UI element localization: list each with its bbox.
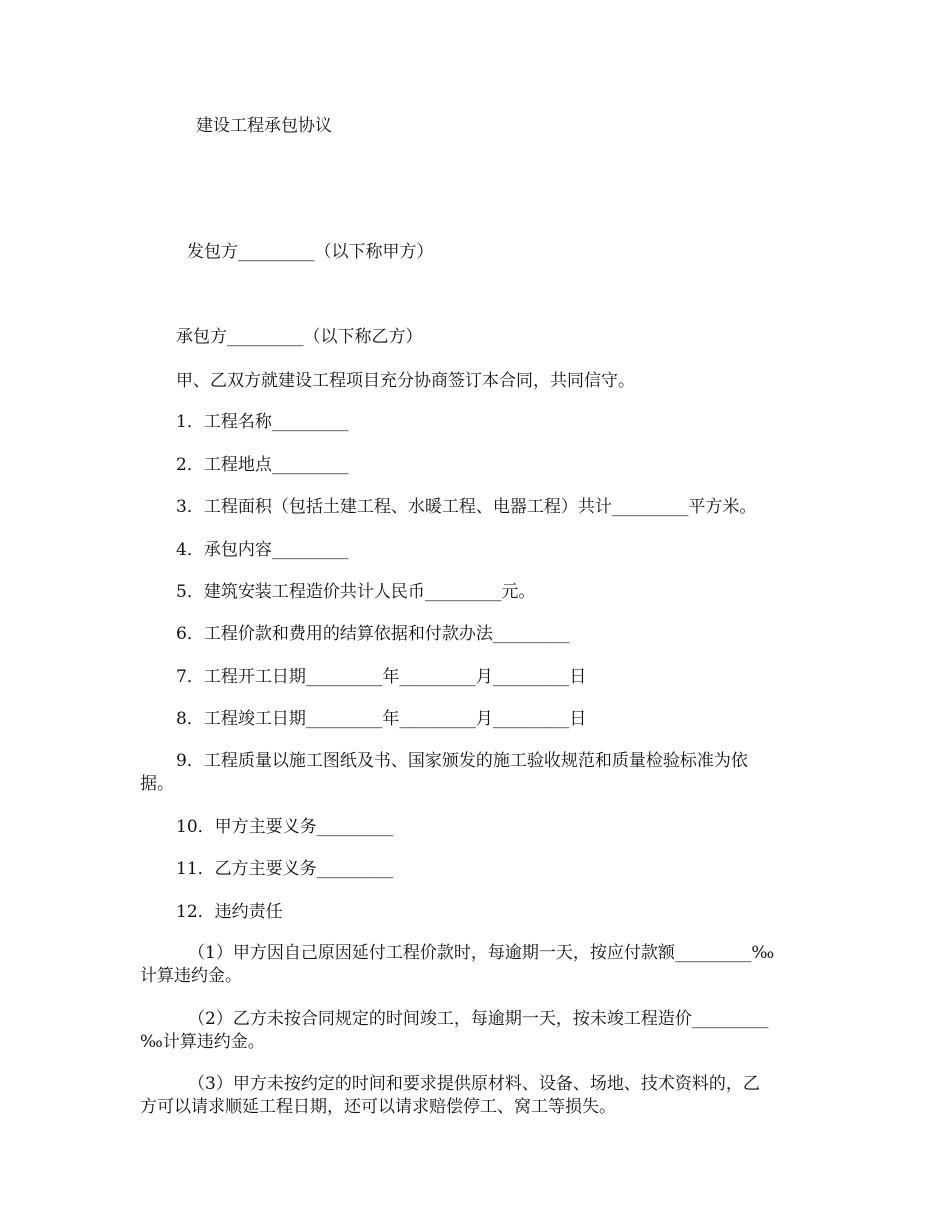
party-chengbao: 承包方_________（以下称乙方）: [176, 327, 423, 347]
clause-12: 12．违约责任: [176, 902, 283, 922]
party-fabao: 发包方_________（以下称甲方）: [187, 242, 434, 262]
clause-9-line-1: 9．工程质量以施工图纸及书、国家颁发的施工验收规范和质量检验标准为依: [176, 751, 748, 771]
penalty-3-line-2: 方可以请求顺延工程日期，还可以请求赔偿停工、窝工等损失。: [140, 1097, 616, 1117]
clause-5: 5．建筑安装工程造价共计人民币_________元。: [176, 582, 536, 602]
clause-7: 7．工程开工日期_________年_________月_________日: [176, 667, 587, 687]
penalty-3-line-1: （3）甲方未按约定的时间和要求提供原材料、设备、场地、技术资料的，乙: [188, 1074, 760, 1094]
penalty-1-line-2: 计算违约金。: [140, 966, 242, 986]
clause-1: 1．工程名称_________: [176, 412, 349, 432]
penalty-2-line-1: （2）乙方未按合同规定的时间竣工，每逾期一天，按未竣工程造价_________: [188, 1009, 769, 1029]
clause-3: 3．工程面积（包括土建工程、水暖工程、电器工程）共计_________平方米。: [176, 497, 757, 517]
document-title: 建设工程承包协议: [196, 116, 332, 136]
clause-10: 10．甲方主要义务_________: [176, 817, 394, 837]
clause-11: 11．乙方主要义务_________: [176, 859, 394, 879]
intro-paragraph: 甲、乙双方就建设工程项目充分协商签订本合同，共同信守。: [176, 371, 635, 391]
clause-6: 6．工程价款和费用的结算依据和付款办法_________: [176, 624, 570, 644]
penalty-1-line-1: （1）甲方因自己原因延付工程价款时，每逾期一天，按应付款额_________‰: [188, 943, 775, 963]
clause-9-line-2: 据。: [140, 774, 174, 794]
clause-2: 2．工程地点_________: [176, 455, 349, 475]
clause-8: 8．工程竣工日期_________年_________月_________日: [176, 709, 587, 729]
clause-4: 4．承包内容_________: [176, 540, 349, 560]
penalty-2-line-2: ‰计算违约金。: [140, 1032, 265, 1052]
